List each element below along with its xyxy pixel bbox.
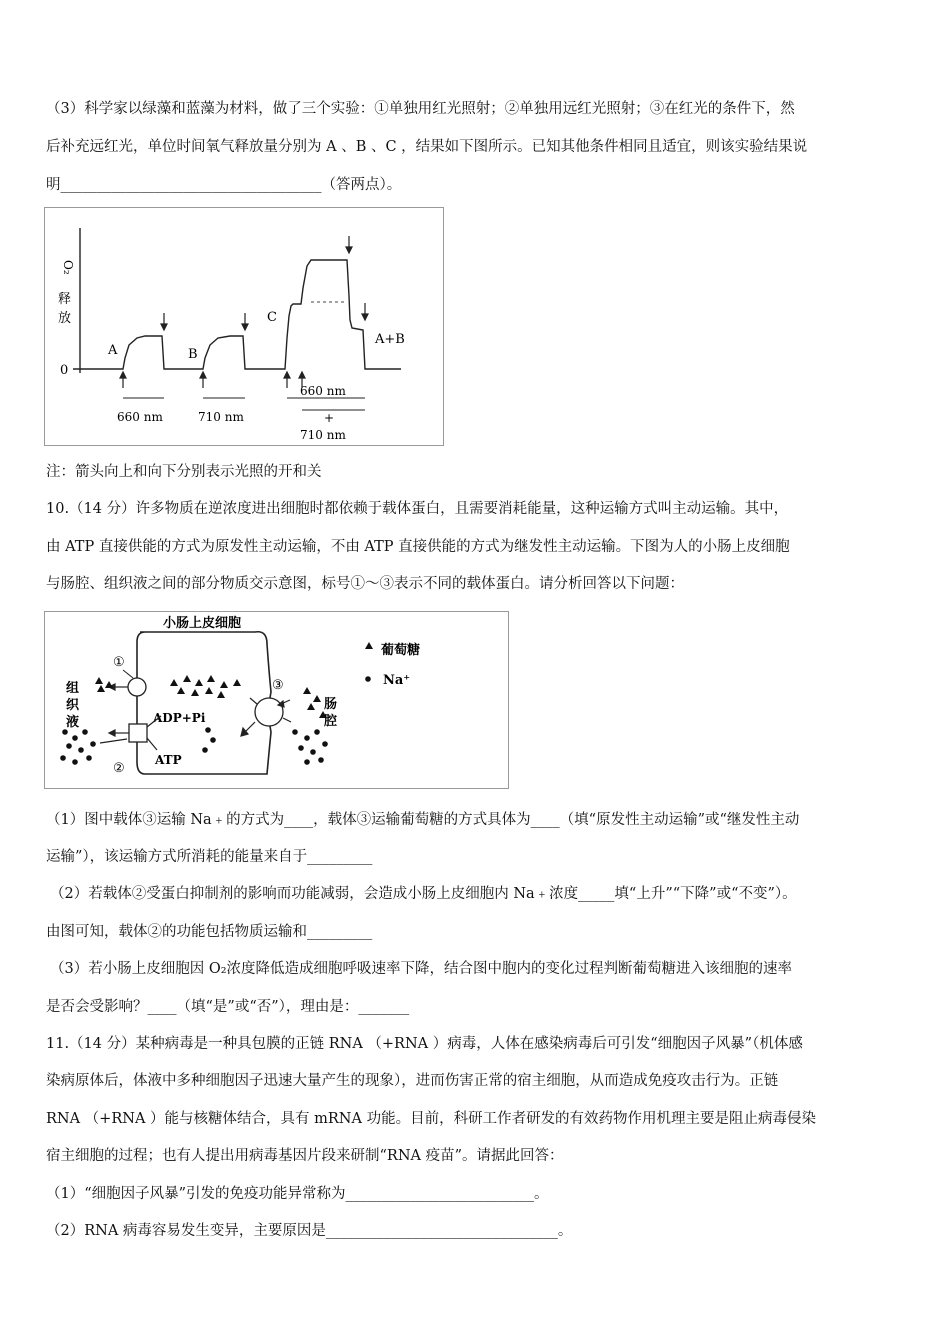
label-c: C bbox=[267, 310, 277, 325]
carrier-1-label: ① bbox=[113, 655, 125, 670]
carrier-3-label: ③ bbox=[272, 678, 284, 693]
q10-part2-line2: 由图可知，载体②的功能包括物质运输和_________ bbox=[46, 924, 373, 940]
tissue-fluid-label-2: 织 bbox=[66, 698, 80, 713]
carrier-1-circle bbox=[128, 678, 146, 696]
light-off-arrows bbox=[161, 236, 368, 330]
axis-o2-label: O₂ bbox=[61, 260, 75, 275]
carrier-3-circle bbox=[255, 698, 283, 726]
legend-sodium: Na⁺ bbox=[383, 673, 411, 688]
q11-line3: RNA （+RNA ）能与核糖体结合，具有 mRNA 功能。目前，科研工作者研发的有效药物作用机理主要是阻止病毒侵染 bbox=[46, 1111, 817, 1127]
q11-line4: 宿主细胞的过程；也有人提出用病毒基因片段来研制“RNA 疫苗”。请据此回答： bbox=[46, 1148, 564, 1164]
q11-part1: （1）“细胞因子风暴”引发的免疫功能异常称为__________________________。 bbox=[46, 1186, 549, 1202]
q10-part2-line1: （2）若载体②受蛋白抑制剂的影响而功能减弱，会造成小肠上皮细胞内 Na﹢浓度_____填“上升”“下降”或“不变”）。 bbox=[50, 886, 797, 902]
cell-title: 小肠上皮细胞 bbox=[163, 616, 242, 631]
wavelength-660-c: 660 nm bbox=[300, 384, 346, 398]
q11-line2: 染病原体后，体液中多种细胞因子迅速大量产生的现象），进而伤害正常的宿主细胞，从而造成免疫攻击行为。正链 bbox=[46, 1073, 779, 1089]
adp-label: ADP+Pi bbox=[153, 711, 206, 725]
plus-sign: + bbox=[324, 411, 335, 425]
lumen-label-2: 腔 bbox=[324, 714, 338, 729]
q10-part3-line2: 是否会受影响？____（填“是”或“否”），理由是：_______ bbox=[46, 999, 410, 1015]
axis-label-2: 放 bbox=[58, 311, 72, 326]
carrier-2-box bbox=[129, 724, 147, 742]
intestinal-cell-diagram bbox=[45, 612, 508, 788]
q11-part2: （2）RNA 病毒容易发生变异，主要原因是________________________________。 bbox=[46, 1223, 573, 1239]
q10-line1: 10.（14 分）许多物质在逆浓度进出细胞时都依赖于载体蛋白，且需要消耗能量，这种运输方式叫主动运输。其中， bbox=[46, 501, 789, 517]
carrier-2-label: ② bbox=[113, 761, 125, 776]
figure-note: 注：箭头向上和向下分别表示光照的开和关 bbox=[46, 464, 322, 480]
tissue-fluid-label-3: 液 bbox=[66, 715, 80, 730]
wavelength-710-b: 710 nm bbox=[198, 410, 244, 424]
o2-release-figure bbox=[44, 207, 444, 446]
light-on-arrows bbox=[120, 372, 305, 388]
q9-part3-line2: 后补充远红光，单位时间氧气释放量分别为 A 、B 、C ，结果如下图所示。已知其他条件相同且适宜，则该实验结果说 bbox=[46, 139, 808, 155]
q10-line2: 由 ATP 直接供能的方式为原发性主动运输，不由 ATP 直接供能的方式为继发性主动运输。下图为人的小肠上皮细胞 bbox=[46, 539, 790, 555]
wavelength-710-c: 710 nm bbox=[300, 428, 346, 442]
zero-label: 0 bbox=[60, 363, 69, 378]
label-b: B bbox=[188, 347, 198, 362]
q11-line1: 11.（14 分）某种病毒是一种具包膜的正链 RNA （+RNA ）病毒，人体在感染病毒后可引发“细胞因子风暴”（机体感 bbox=[46, 1036, 803, 1052]
label-a: A bbox=[108, 343, 118, 358]
q10-part1-line2: 运输”），该运输方式所消耗的能量来自于_________ bbox=[46, 849, 373, 865]
q10-part3-line1: （3）若小肠上皮细胞因 O₂浓度降低造成细胞呼吸速率下降，结合图中胞内的变化过程判断葡萄糖进入该细胞的速率 bbox=[50, 961, 793, 977]
intestinal-cell-figure bbox=[44, 611, 509, 789]
q9-part3-line1: （3）科学家以绿藻和蓝藻为材料，做了三个实验：①单独用红光照射；②单独用远红光照射；③在红光的条件下，然 bbox=[46, 101, 795, 117]
axis-label-1: 释 bbox=[58, 292, 72, 307]
wavelength-660-a: 660 nm bbox=[117, 410, 163, 424]
lumen-label-1: 肠 bbox=[324, 697, 338, 712]
q9-part3-line3: 明____________________________________（答两点）。 bbox=[46, 177, 402, 193]
atp-label: ATP bbox=[155, 753, 182, 767]
o2-release-diagram bbox=[45, 208, 443, 445]
legend-glucose: 葡萄糖 bbox=[381, 643, 421, 658]
label-a-plus-b: A+B bbox=[375, 332, 405, 347]
tissue-fluid-label-1: 组 bbox=[66, 681, 80, 696]
q10-line3: 与肠腔、组织液之间的部分物质交示意图，标号①～③表示不同的载体蛋白。请分析回答以下问题： bbox=[46, 576, 684, 592]
q10-part1-line1: （1）图中载体③运输 Na﹢的方式为____，载体③运输葡萄糖的方式具体为____（填“原发性主动运输”或“继发性主动 bbox=[46, 812, 800, 828]
